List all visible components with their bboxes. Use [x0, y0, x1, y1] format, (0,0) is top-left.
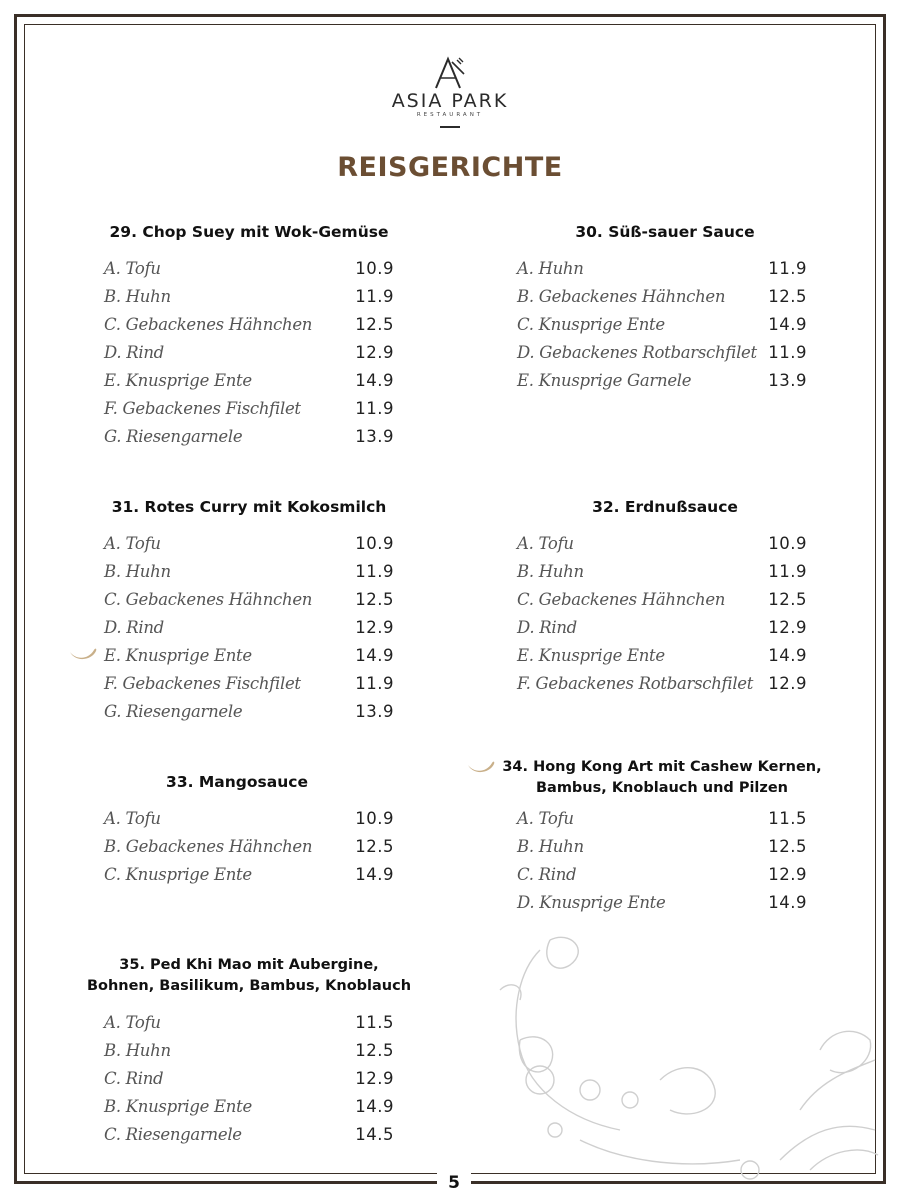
- menu-item: [104, 310, 394, 338]
- menu-item: [104, 1008, 394, 1036]
- menu-section: [502, 757, 822, 916]
- menu-item: [104, 804, 394, 832]
- item-name: E. Knusprige Garnele: [517, 370, 692, 390]
- item-name: A. Tofu: [104, 533, 161, 553]
- item-price: 11.9: [768, 561, 807, 581]
- item-name: D. Rind: [104, 342, 164, 362]
- item-price: 11.9: [355, 286, 394, 306]
- item-name: B. Knusprige Ente: [104, 1096, 252, 1116]
- item-name: C. Riesengarnele: [104, 1124, 242, 1144]
- logo-name: ASIA PARK: [391, 90, 509, 112]
- page-number: 5: [437, 1170, 471, 1196]
- logo-subtitle: RESTAURANT: [416, 112, 484, 118]
- item-price: 14.9: [355, 864, 394, 884]
- item-name: F. Gebackenes Fischfilet: [104, 398, 301, 418]
- item-name: E. Knusprige Ente: [517, 645, 665, 665]
- item-name: C. Knusprige Ente: [104, 864, 252, 884]
- item-name: A. Tofu: [517, 533, 574, 553]
- item-price: 12.9: [768, 673, 807, 693]
- menu-item: [104, 366, 394, 394]
- item-name: E. Knusprige Ente: [104, 645, 252, 665]
- section-title: 29. Chop Suey mit Wok-Gemüse: [109, 223, 389, 241]
- section-title-line-2: Bambus, Knoblauch und Pilzen: [535, 780, 788, 796]
- item-price: 11.9: [768, 342, 807, 362]
- menu-item: [104, 641, 394, 669]
- item-name: F. Gebackenes Rotbarschfilet: [517, 673, 754, 693]
- item-price: 14.9: [355, 645, 394, 665]
- item-name: B. Huhn: [104, 561, 171, 581]
- item-price: 12.5: [355, 589, 394, 609]
- menu-item: [104, 1036, 394, 1064]
- item-price: 12.9: [355, 342, 394, 362]
- menu-item: [104, 529, 394, 557]
- menu-item: [104, 1092, 394, 1120]
- item-price: 12.9: [355, 617, 394, 637]
- item-name: B. Huhn: [517, 561, 584, 581]
- item-price: 12.5: [768, 286, 807, 306]
- item-name: A. Tofu: [104, 808, 161, 828]
- menu-section: [104, 222, 394, 450]
- menu-item: [104, 1064, 394, 1092]
- item-price: 12.5: [355, 314, 394, 334]
- item-price: 12.5: [355, 836, 394, 856]
- item-name: A. Tofu: [517, 808, 574, 828]
- menu-item: [517, 557, 807, 585]
- item-price: 13.9: [355, 701, 394, 721]
- section-title: 33. Mangosauce: [166, 773, 308, 791]
- section-title: 34. Hong Kong Art mit Cashew Kernen,: [502, 759, 822, 775]
- menu-item: [104, 422, 394, 450]
- menu-item: [517, 529, 807, 557]
- item-price: 14.9: [768, 314, 807, 334]
- menu-item: [104, 832, 394, 860]
- item-name: C. Rind: [104, 1068, 164, 1088]
- menu-item: [104, 394, 394, 422]
- item-price: 12.9: [768, 617, 807, 637]
- menu-item: [517, 641, 807, 669]
- menu-item: [104, 697, 394, 725]
- menu-section: [86, 955, 412, 1148]
- item-name: C. Gebackenes Hähnchen: [104, 589, 313, 609]
- chili-icon: [68, 646, 98, 662]
- menu-item: [517, 585, 807, 613]
- item-price: 11.5: [768, 808, 807, 828]
- menu-item: [104, 254, 394, 282]
- item-name: B. Huhn: [104, 1040, 171, 1060]
- section-title-line-2: Bohnen, Basilikum, Bambus, Knoblauch: [86, 978, 412, 994]
- item-name: A. Tofu: [104, 258, 161, 278]
- logo-mark-icon: [430, 56, 470, 90]
- item-name: A. Tofu: [104, 1012, 161, 1032]
- menu-item: [517, 832, 807, 860]
- item-price: 12.5: [768, 836, 807, 856]
- item-name: B. Huhn: [104, 286, 171, 306]
- item-price: 11.9: [355, 561, 394, 581]
- item-price: 14.9: [355, 1096, 394, 1116]
- item-price: 14.9: [768, 892, 807, 912]
- item-price: 11.9: [355, 398, 394, 418]
- menu-section: [104, 772, 394, 888]
- logo-underline: [440, 126, 460, 128]
- menu-item: [104, 282, 394, 310]
- section-title: 30. Süß-sauer Sauce: [575, 223, 755, 241]
- item-price: 10.9: [355, 258, 394, 278]
- item-price: 11.9: [355, 673, 394, 693]
- menu-item: [104, 338, 394, 366]
- item-price: 13.9: [355, 426, 394, 446]
- item-name: F. Gebackenes Fischfilet: [104, 673, 301, 693]
- menu-item: [517, 669, 807, 697]
- item-price: 14.9: [355, 370, 394, 390]
- item-name: B. Huhn: [517, 836, 584, 856]
- item-price: 13.9: [768, 370, 807, 390]
- menu-item: [517, 888, 807, 916]
- item-name: A. Huhn: [517, 258, 584, 278]
- item-price: 14.5: [355, 1124, 394, 1144]
- menu-item: [104, 585, 394, 613]
- menu-item: [517, 282, 807, 310]
- chili-icon: [466, 759, 496, 775]
- restaurant-logo: [0, 56, 900, 128]
- section-title: 35. Ped Khi Mao mit Aubergine,: [119, 957, 379, 973]
- item-name: G. Riesengarnele: [104, 701, 243, 721]
- item-name: D. Gebackenes Rotbarschfilet: [517, 342, 757, 362]
- item-price: 11.5: [355, 1012, 394, 1032]
- item-price: 10.9: [355, 808, 394, 828]
- menu-item: [517, 366, 807, 394]
- menu-item: [517, 804, 807, 832]
- item-name: B. Gebackenes Hähnchen: [517, 286, 726, 306]
- item-price: 12.5: [768, 589, 807, 609]
- page-title: REISGERICHTE: [337, 152, 563, 183]
- menu-item: [104, 613, 394, 641]
- item-name: C. Rind: [517, 864, 577, 884]
- item-name: C. Gebackenes Hähnchen: [517, 589, 726, 609]
- item-name: D. Rind: [104, 617, 164, 637]
- menu-item: [517, 613, 807, 641]
- item-name: D. Rind: [517, 617, 577, 637]
- item-price: 11.9: [768, 258, 807, 278]
- section-title: 32. Erdnußsauce: [592, 498, 738, 516]
- menu-item: [517, 338, 807, 366]
- menu-item: [104, 1120, 394, 1148]
- menu-item: [104, 669, 394, 697]
- item-price: 10.9: [355, 533, 394, 553]
- menu-item: [517, 860, 807, 888]
- menu-item: [104, 860, 394, 888]
- menu-section: [517, 497, 807, 697]
- item-price: 12.9: [355, 1068, 394, 1088]
- item-name: C. Knusprige Ente: [517, 314, 665, 334]
- item-price: 14.9: [768, 645, 807, 665]
- item-name: B. Gebackenes Hähnchen: [104, 836, 313, 856]
- decorative-line-art: [480, 930, 880, 1190]
- menu-item: [517, 310, 807, 338]
- menu-section: [517, 222, 807, 394]
- item-name: G. Riesengarnele: [104, 426, 243, 446]
- section-title: 31. Rotes Curry mit Kokosmilch: [111, 498, 387, 516]
- item-name: D. Knusprige Ente: [517, 892, 666, 912]
- menu-item: [104, 557, 394, 585]
- menu-item: [517, 254, 807, 282]
- item-price: 10.9: [768, 533, 807, 553]
- menu-section: [104, 497, 394, 725]
- item-name: E. Knusprige Ente: [104, 370, 252, 390]
- item-price: 12.5: [355, 1040, 394, 1060]
- item-price: 12.9: [768, 864, 807, 884]
- item-name: C. Gebackenes Hähnchen: [104, 314, 313, 334]
